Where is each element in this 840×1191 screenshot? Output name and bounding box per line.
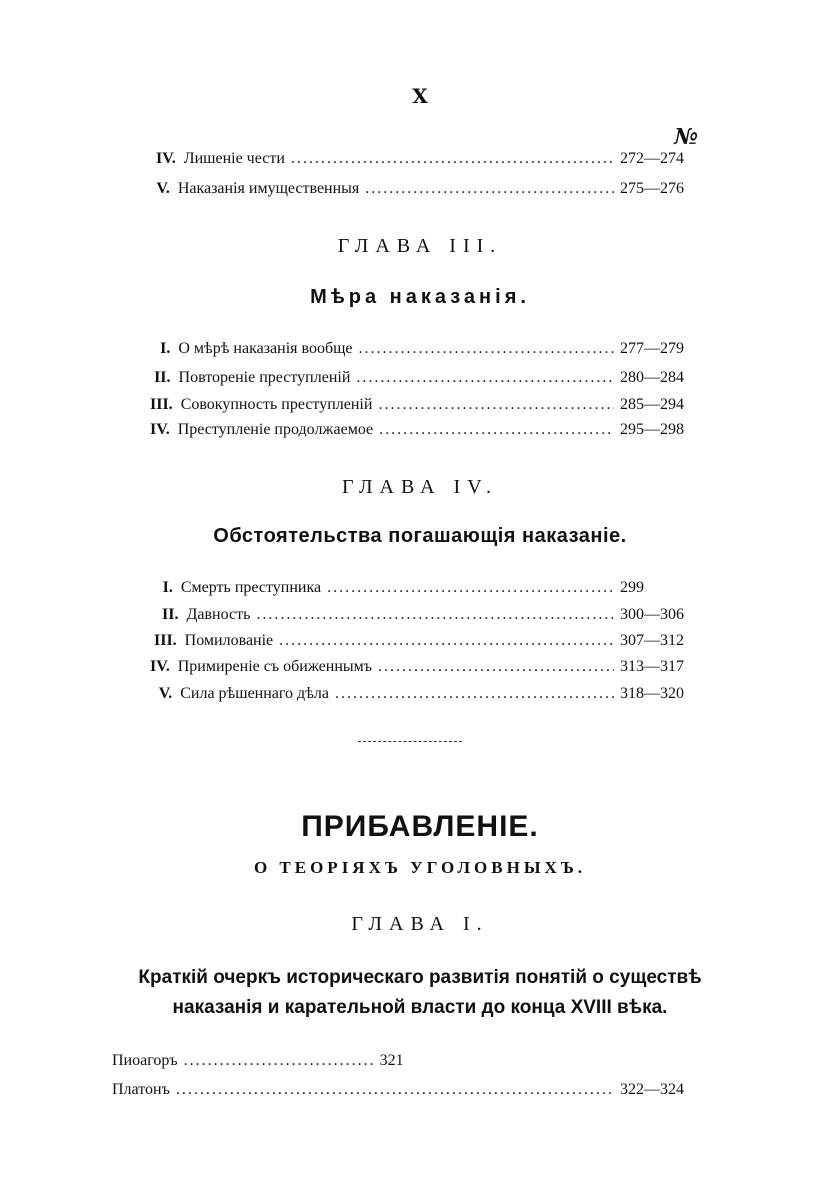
entry-roman: II.	[162, 606, 179, 623]
appendix-chapter-title-line: Краткій очеркъ историческаго развитія понятій о существѣ	[138, 967, 702, 988]
dot-leader	[378, 658, 614, 676]
dot-leader	[327, 579, 614, 597]
entry-roman: IV.	[156, 150, 176, 167]
entry-title: Наказанія имущественныя	[177, 180, 360, 197]
entry-pages: 295—298	[620, 421, 684, 438]
toc-entry	[150, 632, 700, 650]
entry-title: Совокупность преступленій	[180, 396, 373, 413]
entry-title: Помилованіе	[184, 632, 274, 649]
toc-entry	[150, 150, 700, 168]
number-sign-header: №	[674, 124, 698, 150]
entry-pages: 277—279	[620, 340, 684, 357]
chapter-title: Мѣра наказанія.	[310, 286, 530, 308]
dot-leader	[379, 421, 614, 439]
dot-leader	[279, 632, 614, 650]
entry-title: Платонъ	[112, 1081, 170, 1098]
toc-entry	[150, 658, 700, 676]
entry-roman: I.	[160, 340, 171, 357]
toc-entry	[150, 180, 700, 198]
entry-title: Примиреніе съ обиженнымъ	[177, 658, 373, 675]
entry-pages: 313—317	[620, 658, 684, 675]
toc-entry	[150, 606, 700, 624]
entry-pages: 275—276	[620, 180, 684, 197]
appendix-subtitle: О ТЕОРІЯХЪ УГОЛОВНЫХЪ.	[253, 858, 587, 877]
dot-leader	[291, 150, 614, 168]
entry-pages: 299	[620, 579, 644, 596]
entry-roman: II.	[154, 369, 171, 386]
entry-pages: 321	[379, 1052, 404, 1069]
entry-pages: 280—284	[620, 369, 684, 386]
entry-title: О мѣрѣ наказанія вообще	[178, 340, 353, 357]
entry-title: Повтореніе преступленій	[178, 369, 351, 386]
entry-title: Давность	[186, 606, 251, 623]
dot-leader	[335, 685, 614, 703]
entry-pages: 322—324	[620, 1081, 684, 1098]
dot-leader	[176, 1081, 614, 1099]
entry-roman: IV.	[150, 421, 170, 438]
toc-entry	[150, 369, 700, 387]
section-divider	[358, 741, 462, 742]
dot-leader	[184, 1052, 374, 1070]
entry-pages: 318—320	[620, 685, 684, 702]
toc-entry	[150, 685, 700, 703]
entry-pages: 307—312	[620, 632, 684, 649]
entry-roman: V.	[158, 685, 173, 702]
entry-title: Сила рѣшеннаго дѣла	[180, 685, 329, 702]
toc-entry	[150, 396, 700, 414]
toc-entry	[112, 1052, 700, 1070]
appendix-title: ПРИБАВЛЕНІЕ.	[301, 810, 539, 843]
entry-pages: 300—306	[620, 606, 684, 623]
entry-roman: III.	[153, 632, 177, 649]
dot-leader	[365, 180, 614, 198]
toc-entry	[150, 340, 700, 358]
entry-title: Преступленіе продолжаемое	[177, 421, 374, 438]
entry-title: Смерть преступника	[180, 579, 322, 596]
toc-entry	[150, 579, 700, 597]
chapter-heading: ГЛАВА III.	[337, 235, 503, 257]
chapter-heading: ГЛАВА IV.	[341, 476, 499, 498]
toc-entry	[112, 1081, 700, 1099]
dot-leader	[378, 396, 614, 414]
chapter-title: Обстоятельства погашающія наказаніе.	[213, 525, 627, 547]
dot-leader	[359, 340, 614, 358]
appendix-chapter-title-line: наказанія и карательной власти до конца XVIII вѣка.	[172, 997, 668, 1018]
page-number: X	[412, 84, 428, 108]
entry-title: Пиоагоръ	[112, 1052, 178, 1069]
entry-pages: 272—274	[620, 150, 684, 167]
toc-entry	[150, 421, 700, 439]
entry-roman: III.	[150, 396, 173, 413]
entry-roman: IV.	[150, 658, 170, 675]
entry-pages: 285—294	[620, 396, 684, 413]
dot-leader	[256, 606, 614, 624]
entry-roman: V.	[156, 180, 170, 197]
entry-roman: I.	[162, 579, 173, 596]
dot-leader	[356, 369, 614, 387]
entry-title: Лишеніе чести	[183, 150, 285, 167]
appendix-chapter-title	[80, 963, 760, 1023]
chapter-heading: ГЛАВА I.	[351, 913, 489, 935]
